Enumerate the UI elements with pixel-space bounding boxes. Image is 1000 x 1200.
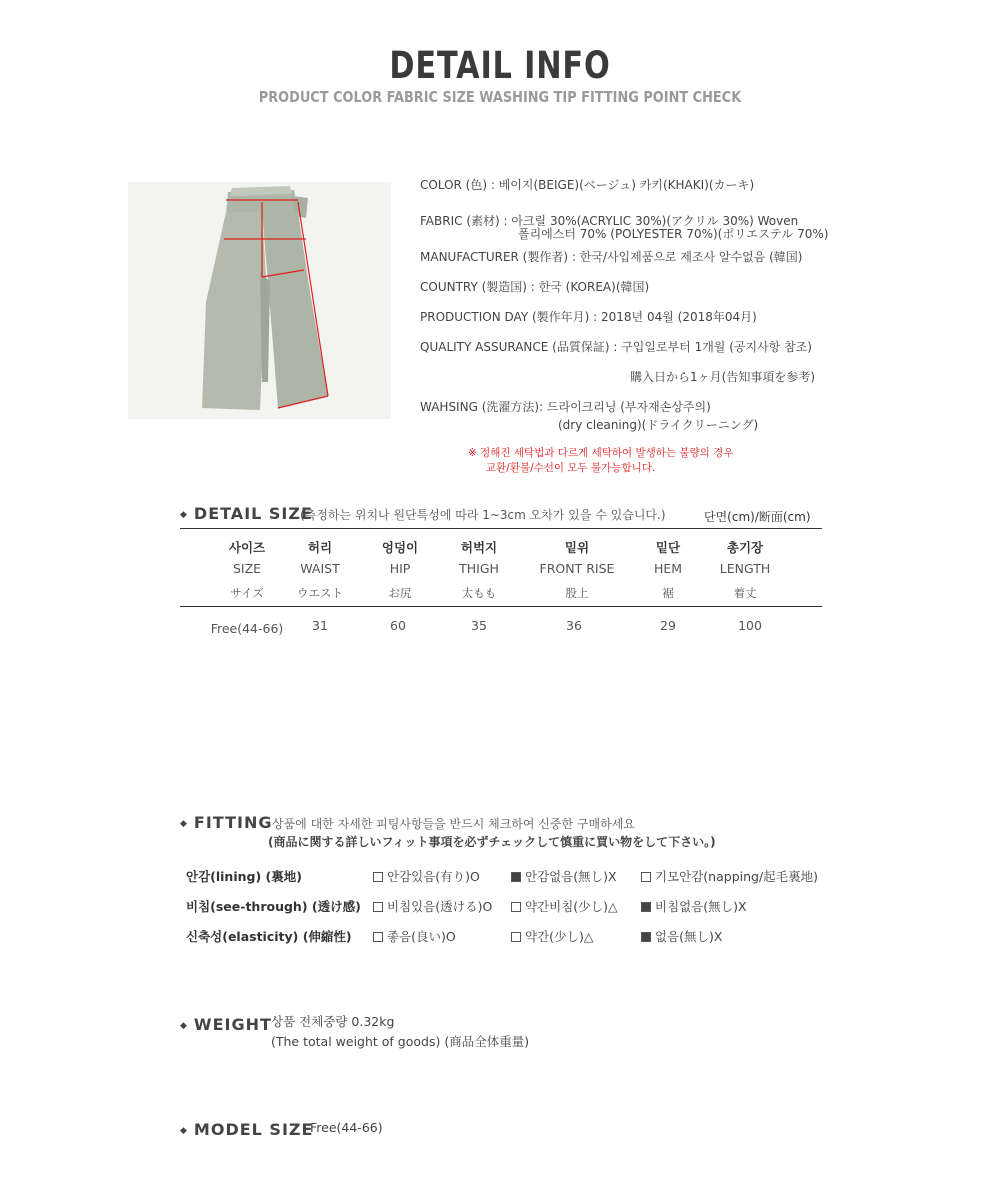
header-ko-size: 사이즈 [228,540,266,555]
fitting-option-text: 비침없음(無し)X [655,899,747,914]
header-en-thigh: THIGH [459,561,499,576]
header-ja-hem: 裾 [662,586,674,600]
detail-size-unit: 단면(cm)/断面(cm) [704,510,811,524]
row-length: 100 [738,618,762,633]
header-ko-waist: 허리 [307,540,333,555]
info-color: COLOR (色) : 베이지(BEIGE)(ベージュ) 카키(KHAKI)(カーキ) [420,178,755,192]
row-thigh: 35 [471,618,487,633]
fitting-option-text: 없음(無し)X [655,929,723,944]
page-subtitle: PRODUCT COLOR FABRIC SIZE WASHING TIP FITTING POINT CHECK [258,88,742,106]
detail-size-note: (측정하는 위치나 원단특성에 따라 1~3cm 오차가 있을 수 있습니다.) [300,508,666,522]
checkbox-icon [373,932,383,942]
info-fabric: FABRIC (素材) : 아크릴 30%(ACRYLIC 30%)(アクリル 30%) Woven [420,214,799,228]
fitting-option [373,927,456,945]
header-ja-rise: 股上 [565,586,589,600]
header-en-length: LENGTH [719,561,771,576]
header-en-hem: HEM [653,561,683,576]
fitting-option-text: 좋음(良い)O [387,929,456,944]
pants-right-leg [262,212,328,408]
header-en-rise: FRONT RISE [539,561,615,576]
checkbox-icon [511,902,521,912]
fitting-option-text: 약간비침(少し)△ [525,899,618,914]
header-ja-size: サイズ [230,586,264,600]
weight-note: (The total weight of goods) (商品全体重量) [271,1034,530,1049]
fitting-label-elasticity: 신축성(elasticity) (伸縮性) [186,929,352,944]
checkbox-checked-icon [511,872,521,882]
model-size-title-text: MODEL SIZE [193,1120,314,1139]
row-hip: 60 [390,618,406,633]
fitting-option-text: 기모안감(napping/起毛裏地) [655,869,819,884]
info-washing-2: (dry cleaning)(ドライクリーニング) [558,418,759,432]
fitting-note-2: (商品に関する詳しいフィット事項を必ずチェックして慎重に買い物をして下さい。) [268,835,716,849]
header-ko-hem: 밑단 [655,540,681,555]
fitting-title [180,813,272,832]
table-top-rule [180,528,822,529]
product-image [128,182,391,419]
checkbox-icon [373,872,383,882]
weight-value: 상품 전체중량 0.32kg [271,1014,395,1029]
pants-illustration [128,182,391,419]
header-ko-hip: 엉덩이 [381,540,419,555]
info-fabric-2: 폴리에스터 70% (POLYESTER 70%)(ポリエステル 70%) [518,227,829,241]
fitting-note-1: 상품에 대한 자세한 피팅사항들을 반드시 체크하여 신중한 구매하세요 [272,817,635,831]
fitting-option [641,927,722,945]
fitting-label-seethrough: 비침(see-through) (透け感) [186,899,361,914]
header-ja-waist: ウエスト [297,586,343,600]
fitting-option [511,867,617,885]
checkbox-icon [641,872,651,882]
fitting-option [641,897,747,915]
weight-title-text: WEIGHT [193,1015,272,1034]
fitting-option-text: 비침있음(透ける)O [387,899,493,914]
model-size-title [180,1120,313,1139]
detail-size-title [180,504,313,523]
row-waist: 31 [312,618,328,633]
row-rise: 36 [566,618,582,633]
checkbox-checked-icon [641,902,651,912]
washing-notice [468,446,733,476]
diamond-icon: ◆ [180,1126,188,1136]
fitting-title-text: FITTING [193,813,273,832]
info-production-day: PRODUCTION DAY (製作年月) : 2018년 04월 (2018年04月) [420,310,757,324]
notice-line-2: 교환/환불/수선이 모두 불가능합니다. [486,462,656,474]
header-en-hip: HIP [389,561,411,576]
weight-title [180,1015,272,1034]
header-ko-rise: 밑위 [564,540,590,555]
checkbox-icon [511,932,521,942]
diamond-icon: ◆ [180,1021,188,1031]
info-country: COUNTRY (製造国) : 한국 (KOREA)(韓国) [420,280,650,294]
diamond-icon: ◆ [180,819,188,829]
header-ja-thigh: 太もも [461,586,497,600]
header-ko-length: 총기장 [726,540,764,555]
header-en-waist: WAIST [300,561,340,576]
model-size-value: Free(44-66) [310,1120,383,1135]
fitting-option [373,867,480,885]
diamond-icon: ◆ [180,510,188,520]
header-en-size: SIZE [232,561,262,576]
fitting-option-text: 약간(少し)△ [525,929,594,944]
fitting-option [511,927,594,945]
info-manufacturer: MANUFACTURER (製作者) : 한국/사입제품으로 제조사 알수없음 (韓国) [420,250,803,264]
page-title: DETAIL INFO [389,44,611,87]
header-ko-thigh: 허벅지 [460,540,498,555]
header-ja-length: 着丈 [733,586,757,600]
row-size: Free(44-66) [210,621,284,636]
checkbox-checked-icon [641,932,651,942]
info-quality: QUALITY ASSURANCE (品質保証) : 구입일로부터 1개월 (공지사항 참조) [420,340,812,354]
fitting-option [373,897,492,915]
row-hem: 29 [660,618,676,633]
notice-line-1: ※ 정해진 세탁법과 다르게 세탁하여 발생하는 불량의 경우 [468,447,734,459]
fitting-option [511,897,618,915]
fitting-option [641,867,818,885]
header-ja-hip: お尻 [388,586,412,600]
checkbox-icon [373,902,383,912]
fitting-option-text: 안감없음(無し)X [525,869,617,884]
pants-left-leg [202,212,266,410]
table-header-rule [180,606,822,607]
detail-size-title-text: DETAIL SIZE [193,504,313,523]
fitting-option-text: 안감있음(有り)O [387,869,480,884]
info-washing: WAHSING (洗濯方法): 드라이크리닝 (부자재손상주의) [420,400,711,414]
info-quality-2: 購入日から1ヶ月(告知事項を参考) [630,370,815,384]
fitting-label-lining: 안감(lining) (裏地) [186,869,302,884]
